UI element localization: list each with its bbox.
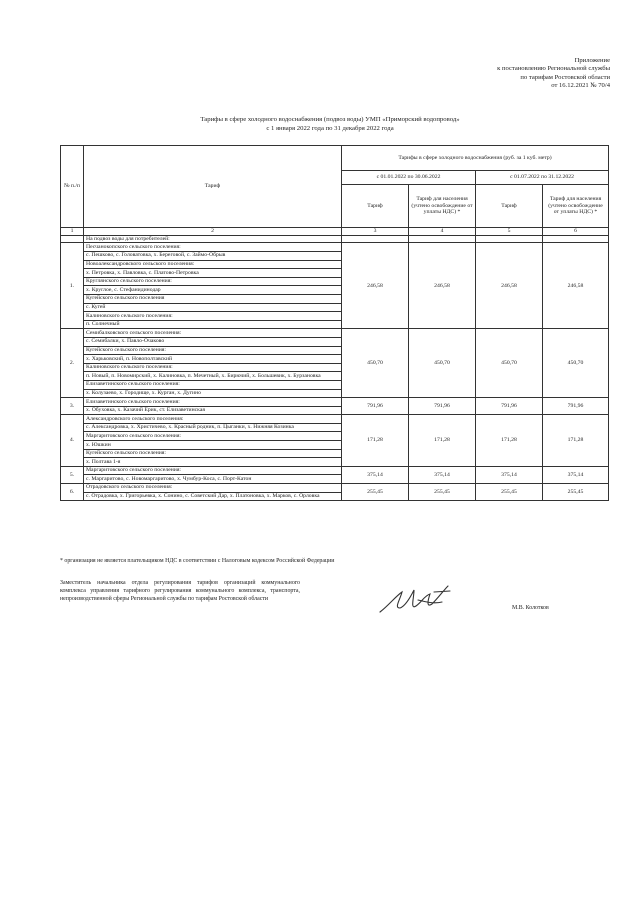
row-number: 5.: [61, 466, 84, 483]
header-col-population: Тариф для населения (учтено освобождение от уплаты НДС) *: [543, 185, 609, 228]
empty-cell: [342, 235, 409, 243]
row-number: 1.: [61, 243, 84, 329]
table-row: [61, 398, 609, 407]
settlement-cell: Калиновского сельского поселения:: [84, 312, 342, 321]
table-row: [61, 329, 609, 338]
settlement-cell: Кугейского сельского поселения:: [84, 449, 342, 458]
column-number: 6: [543, 228, 609, 236]
header-col-population: Тариф для населения (учтено освобождение от уплаты НДС) *: [409, 185, 476, 228]
tariff-value: 791,96: [409, 398, 476, 415]
column-number: 1: [61, 228, 84, 236]
title-line: Тарифы в сфере холодного водоснабжения (подвоз воды) УМП «Приморский водопровод»: [200, 116, 460, 123]
document-title: [100, 116, 560, 133]
handwritten-signature: [374, 582, 464, 627]
settlement-cell: п. Новый, п. Новомирский, х. Калиновка, п. Мечетный, х. Бирючий, х. Большевик, х. Бурзановка: [84, 372, 342, 381]
empty-cell: [543, 235, 609, 243]
empty-cell: [61, 235, 84, 243]
settlement-cell: Елизаветинского сельского поселения:: [84, 398, 342, 407]
tariff-value: 246,58: [342, 243, 409, 329]
tariff-value: 375,14: [476, 466, 543, 483]
tariff-value: 450,70: [342, 329, 409, 398]
title-line: с 1 января 2022 года по 31 декабря 2022 года: [266, 124, 394, 132]
settlement-cell: Маргаритовского сельского поселения:: [84, 432, 342, 441]
table-row: [61, 415, 609, 424]
footnote: * организация не является плательщиком НДС в соответствии с Налоговым кодексом Российской Федерации: [60, 558, 335, 564]
settlement-cell: х. Обуховка, х. Казачий Ерик, ст. Елизаветинская: [84, 406, 342, 415]
intro-cell: На подвоз воды для потребителей:: [84, 235, 342, 243]
tariff-value: 791,96: [342, 398, 409, 415]
column-number: 3: [342, 228, 409, 236]
header-group: Тарифы в сфере холодного водоснабжения (руб. за 1 куб. метр): [342, 146, 609, 171]
tariff-value: 246,58: [409, 243, 476, 329]
header-period-1: с 01.01.2022 по 30.06.2022: [342, 171, 476, 185]
settlement-cell: Александровского сельского поселения:: [84, 415, 342, 424]
tariff-value: 255,45: [543, 484, 609, 501]
tariff-value: 450,70: [543, 329, 609, 398]
settlement-cell: Елизаветинского сельского поселения:: [84, 380, 342, 389]
appendix-line: от 16.12.2021 № 70/4: [551, 82, 610, 90]
column-number: 4: [409, 228, 476, 236]
empty-cell: [476, 235, 543, 243]
settlement-cell: Новоалександровского сельского поселения:: [84, 260, 342, 269]
column-number: 2: [84, 228, 342, 236]
tariff-value: 171,28: [476, 415, 543, 467]
settlement-cell: с. Пешково, с. Головатовка, х. Береговой, с. Займо-Обрыв: [84, 252, 342, 261]
settlement-cell: х. Юшкин: [84, 441, 342, 450]
settlement-cell: с. Отрадовка, х. Григорьевка, х. Сонино, с. Советский Дар, х. Платоновка, х. Марков, с. Орловка: [84, 492, 342, 501]
table-row: [61, 484, 609, 493]
row-number: 4.: [61, 415, 84, 467]
tariff-value: 375,14: [409, 466, 476, 483]
appendix-block: [350, 57, 610, 91]
tariff-value: 791,96: [543, 398, 609, 415]
appendix-line: Приложение: [574, 57, 610, 64]
settlement-cell: Песчанокопского сельского поселения:: [84, 243, 342, 252]
settlement-cell: Отрадовского сельского поселения:: [84, 484, 342, 493]
settlement-cell: п. Солнечный: [84, 320, 342, 329]
settlement-cell: Калиновского сельского поселения:: [84, 363, 342, 372]
row-number: 2.: [61, 329, 84, 398]
table-body: [61, 235, 609, 501]
empty-cell: [409, 235, 476, 243]
settlement-cell: Кугейского сельского поселения:: [84, 346, 342, 355]
tariff-value: 171,28: [342, 415, 409, 467]
tariff-value: 255,45: [342, 484, 409, 501]
tariff-value: 450,70: [476, 329, 543, 398]
tariff-value: 171,28: [543, 415, 609, 467]
tariff-value: 375,14: [543, 466, 609, 483]
header-num: № п./п: [61, 146, 84, 228]
column-number: 5: [476, 228, 543, 236]
signatory-position: Заместитель начальника отдела регулирования тарифов организаций коммунального комплекса управления тарифного регулирования коммунального комплекса, транспорта, непроизводственной сферы Региональной службы по тарифам Ростовской области: [60, 580, 300, 603]
tariff-value: 375,14: [342, 466, 409, 483]
row-number: 6.: [61, 484, 84, 501]
settlement-cell: Круглянского сельского поселения:: [84, 277, 342, 286]
signatory-name: М.В. Колотков: [512, 605, 549, 611]
tariff-value: 171,28: [409, 415, 476, 467]
table-row: [61, 466, 609, 475]
settlement-cell: х. Круглое, с. Стефанидинодар: [84, 286, 342, 295]
appendix-line: по тарифам Ростовской области: [520, 73, 610, 81]
settlement-cell: х. Колузаево, х. Городище, х. Курган, х. Дугино: [84, 389, 342, 398]
tariff-value: 246,58: [476, 243, 543, 329]
settlement-cell: с. Семибалки, х. Павло-Очаково: [84, 337, 342, 346]
table-row: [61, 235, 609, 243]
settlement-cell: Маргаритовского сельского поселения:: [84, 466, 342, 475]
tariff-value: 255,45: [476, 484, 543, 501]
settlement-cell: х. Петровка, х. Павловка, с. Платово-Петровка: [84, 269, 342, 278]
settlement-cell: с. Маргаритово, с. Новомаргаритово, х. Чумбур-Коса, с. Порт-Катон: [84, 475, 342, 484]
tariff-table: [60, 145, 609, 501]
table-row: [61, 243, 609, 252]
signature-icon: [374, 582, 464, 622]
appendix-line: к постановлению Региональной службы: [497, 65, 610, 73]
table-header: [61, 146, 609, 236]
settlement-cell: Семибалковского сельского поселения:: [84, 329, 342, 338]
settlement-cell: с. Александровка, х. Христичево, х. Красный родник, п. Цыганки, х. Нижняя Козинка: [84, 423, 342, 432]
tariff-value: 791,96: [476, 398, 543, 415]
row-number: 3.: [61, 398, 84, 415]
settlement-cell: х. Полтава 1-я: [84, 458, 342, 467]
settlement-cell: х. Харьковский, п. Новополтавский: [84, 355, 342, 364]
header-col-tariff: Тариф: [476, 185, 543, 228]
tariff-value: 255,45: [409, 484, 476, 501]
settlement-cell: Кугейского сельского поселения: [84, 294, 342, 303]
tariff-value: 450,70: [409, 329, 476, 398]
settlement-cell: с. Кугей: [84, 303, 342, 312]
tariff-value: 246,58: [543, 243, 609, 329]
header-tariff: Тариф: [84, 146, 342, 228]
header-period-2: с 01.07.2022 по 31.12.2022: [476, 171, 609, 185]
header-col-tariff: Тариф: [342, 185, 409, 228]
